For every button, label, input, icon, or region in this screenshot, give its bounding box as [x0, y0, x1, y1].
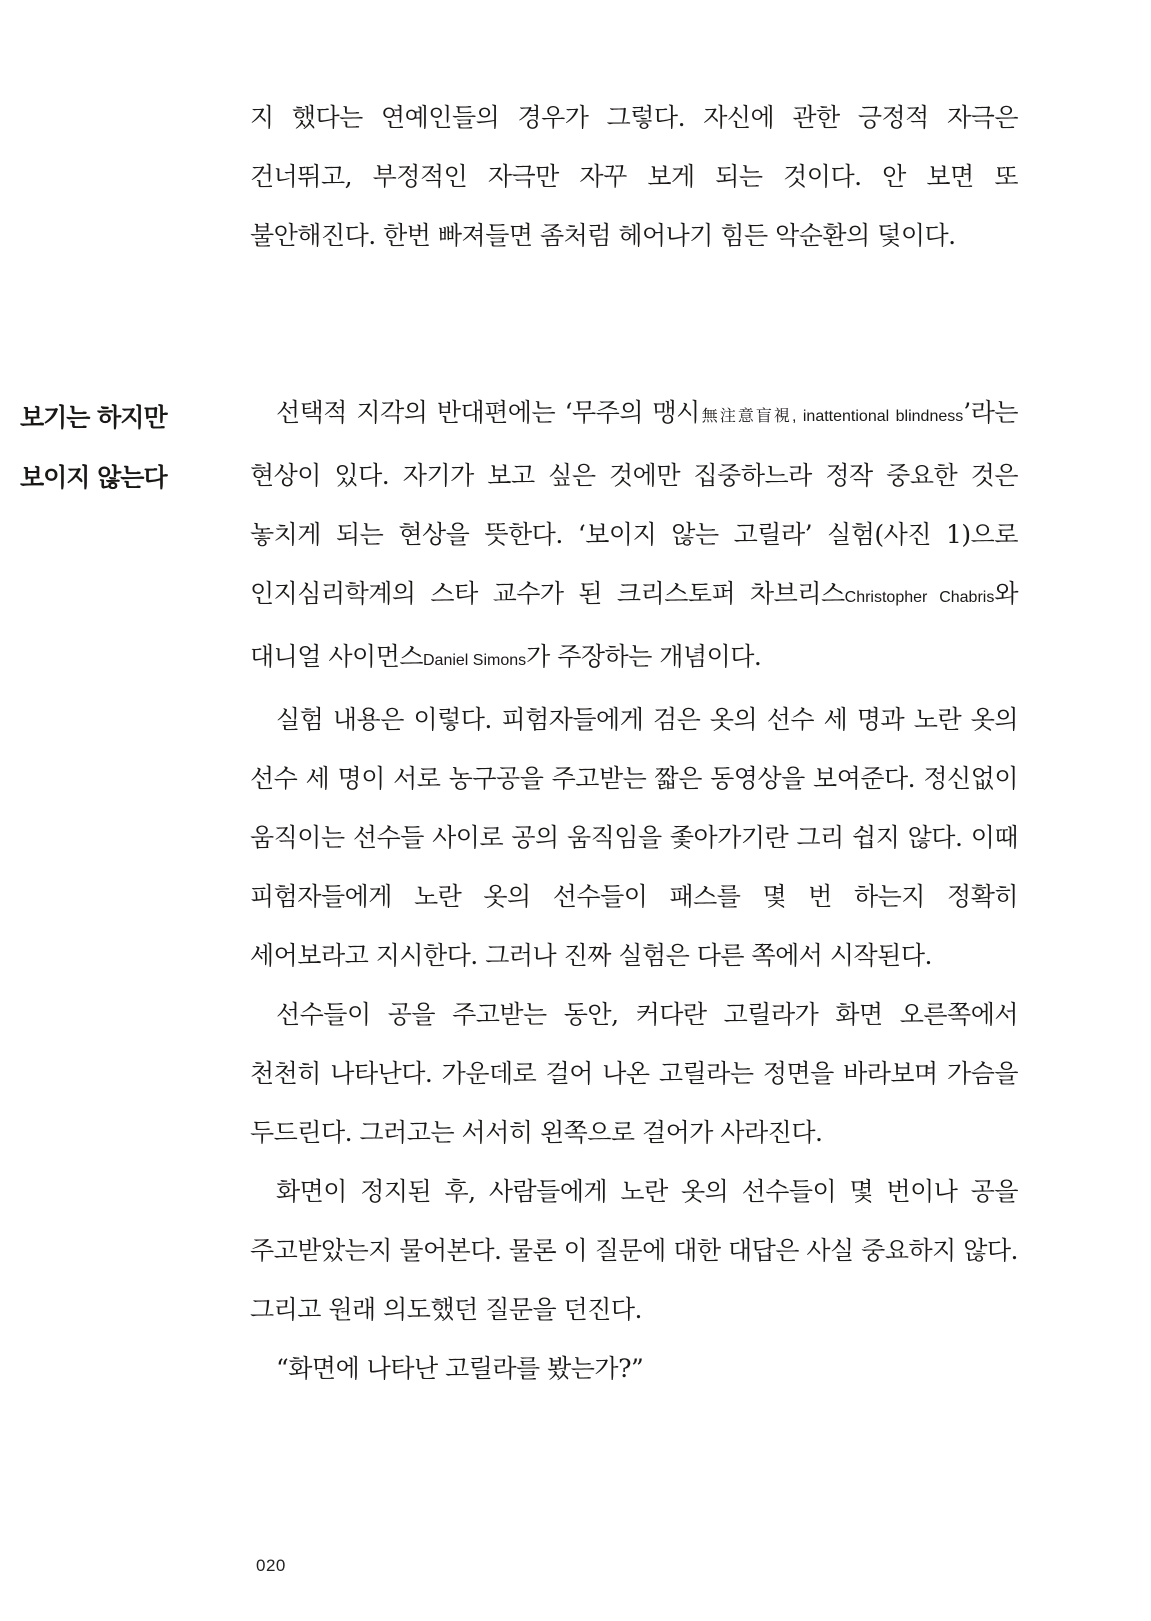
section-heading	[20, 388, 167, 508]
gloss-christopher-chabris: Christopher Chabris	[844, 589, 995, 606]
gloss-daniel-simons: Daniel Simons	[423, 652, 527, 669]
text-run: ’라는 현상이 있다. 자기가 보고 싶은 것에만 집중하느라 정작 중요한 것은 놓치게 되는 현상을 뜻한다. ‘보이지 않는 고릴라’ 실험(사진 1)으로 인지심리학계의 스타 교수가 된 크리스토퍼 차브리스	[250, 398, 1018, 608]
continued-paragraph-block	[250, 88, 1018, 265]
text-run: 와 대니얼 사이먼스	[250, 579, 1018, 671]
paragraph-gorilla-appears: 선수들이 공을 주고받는 동안, 커다란 고릴라가 화면 오른쪽에서 천천히 나타난다. 가운데로 걸어 나온 고릴라는 정면을 바라보며 가슴을 두드린다. 그러고는 서서히 왼쪽으로 걸어가 사라진다.	[250, 1000, 1018, 1147]
section-heading-line-2: 보이지 않는다	[20, 463, 167, 492]
page-number: 020	[256, 1556, 286, 1575]
text-run: 선택적 지각의 반대편에는 ‘무주의 맹시	[276, 398, 700, 427]
paragraph-experiment-setup: 실험 내용은 이렇다. 피험자들에게 검은 옷의 선수 세 명과 노란 옷의 선수 세 명이 서로 농구공을 주고받는 짧은 동영상을 보여준다. 정신없이 움직이는 선수들 사이로 공의 움직임을 좇아가기란 그리 쉽지 않다. 이때 피험자들에게 노란 옷의 선수들이 패스를 몇 번 하는지 정확히 세어보라고 지시한다. 그러나 진짜 실험은 다른 쪽에서 시작된다.	[250, 705, 1018, 970]
paragraph-question: 화면이 정지된 후, 사람들에게 노란 옷의 선수들이 몇 번이나 공을 주고받았는지 물어본다. 물론 이 질문에 대한 대답은 사실 중요하지 않다. 그리고 원래 의도했던 질문을 던진다.	[250, 1177, 1018, 1324]
paragraph-quote: “화면에 나타난 고릴라를 봤는가?”	[276, 1354, 644, 1383]
paragraph-inattentional-blindness	[250, 383, 1018, 690]
paragraph-continued: 지 했다는 연예인들의 경우가 그렇다. 자신에 관한 긍정적 자극은 건너뛰고, 부정적인 자극만 자꾸 보게 되는 것이다. 안 보면 또 불안해진다. 한번 빠져들면 좀처럼 헤어나기 힘든 악순환의 덫이다.	[250, 103, 1018, 250]
section-body	[250, 383, 1018, 1398]
text-run: 가 주장하는 개념이다.	[526, 642, 762, 671]
gloss-inattentional-blindness: 無注意盲視, inattentional blindness	[699, 408, 964, 425]
section-heading-line-1: 보기는 하지만	[20, 403, 167, 432]
